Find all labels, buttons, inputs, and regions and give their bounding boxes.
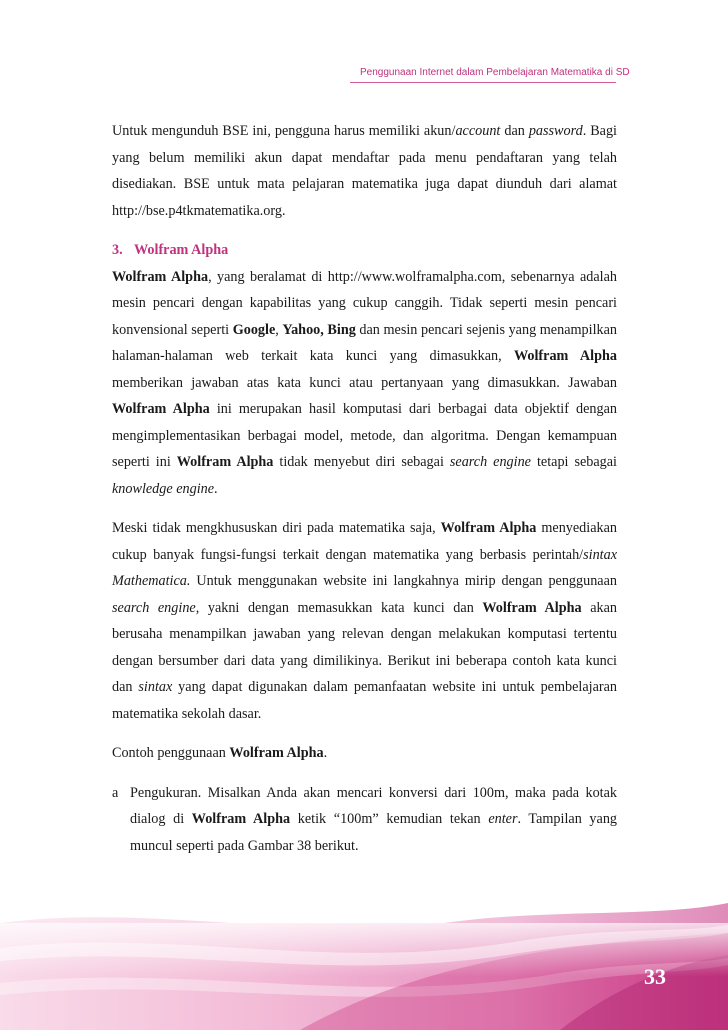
text: . Bagi yang belum memiliki akun dapat mendaftar pada menu pendaftaran yang telah disediakan. BSE untuk mata pelajaran matematika juga dapat diunduh dari alamat http://bse.p4tkmatematika.org. (112, 123, 618, 219)
paragraph-example-intro (112, 740, 617, 767)
text: Meski tidak mengkhususkan diri pada matematika saja, (112, 520, 441, 536)
text: Untuk mengunduh BSE ini, pengguna harus memiliki akun/ (112, 123, 456, 139)
italic-term: sintax Mathematica. (112, 546, 617, 589)
text: menyediakan cukup banyak fungsi-fungsi terkait dengan matematika yang berbasis perintah/ (112, 520, 617, 563)
text: Pengukuran. Misalkan Anda akan mencari konversi dari 100m, maka pada kotak dialog di (130, 784, 617, 827)
bold-term: Wolfram Alpha (191, 811, 291, 827)
italic-term: sintax (138, 679, 173, 695)
italic-term: password (528, 123, 583, 139)
bold-term: Wolfram Alpha (440, 520, 537, 536)
bold-term: Wolfram Alpha (513, 348, 617, 364)
text: tidak menyebut diri sebagai (273, 454, 450, 470)
italic-term: search engine (112, 599, 196, 616)
text: Untuk menggunakan website ini langkahnya mirip dengan penggunaan (190, 573, 617, 589)
section-title: Wolfram Alpha (134, 242, 229, 258)
header-rule (350, 82, 616, 83)
text: memberikan jawaban atas kata kunci atau pertanyaan yang dimasukkan. Jawaban (112, 374, 617, 391)
text: ini merupakan hasil komputasi dari berbagai data objektif dengan mengimplementasikan berbagai model, metode, dan algoritma. Dengan kemampuan seperti ini (112, 401, 617, 470)
footer-band (0, 903, 728, 1030)
section-heading (112, 237, 617, 264)
bold-term: Wolfram Alpha (176, 454, 274, 470)
text: . (323, 745, 328, 761)
bold-term: Wolfram Alpha (229, 745, 324, 761)
text: dan mesin pencari sejenis yang menampilkan halaman-halaman web terkait kata kunci yang dimasukkan, (112, 321, 617, 364)
page-body (112, 118, 617, 859)
paragraph-bse (112, 118, 617, 224)
text: . (214, 480, 218, 497)
text: akan berusaha menampilkan jawaban yang relevan dengan melakukan komputasi tertentu dengan bersumber dari data yang dimilikinya. Berikut ini beberapa contoh kata kunci dan (112, 599, 617, 695)
bold-term: Yahoo, Bing (282, 321, 356, 338)
text: , yakni dengan memasukkan kata kunci dan (195, 599, 483, 616)
italic-term: knowledge engine (112, 480, 215, 497)
text: tetapi sebagai (530, 454, 618, 470)
italic-term: search engine (449, 454, 531, 470)
text: ketik “100m” kemudian tekan (290, 811, 489, 827)
list-item-text (130, 780, 617, 860)
text: , yang beralamat di http://www.wolframalpha.com, sebenarnya adalah mesin pencari dengan kapabilitas yang cukup canggih. Tidak seperti mesin pencari konvensional seperti (112, 268, 617, 338)
text: dan (500, 123, 529, 139)
paragraph-wolfram-intro (112, 264, 617, 503)
bold-term: Wolfram Alpha (112, 268, 209, 285)
text: yang dapat digunakan dalam pemanfaatan website ini untuk pembelajaran matematika sekolah dasar. (112, 679, 617, 722)
bold-term: Google (232, 321, 276, 338)
italic-term: enter (488, 811, 518, 827)
text: , (275, 321, 283, 338)
section-number: 3. (112, 242, 123, 258)
paragraph-wolfram-math (112, 515, 617, 727)
footer-decoration (0, 903, 728, 1030)
bold-term: Wolfram Alpha (482, 599, 582, 616)
italic-term: account (455, 123, 501, 139)
text: Contoh penggunaan (112, 745, 230, 761)
list-item-a (112, 780, 617, 860)
bold-term: Wolfram Alpha (112, 401, 210, 417)
list-marker: a (112, 784, 119, 801)
page-number: 33 (644, 964, 666, 989)
running-header: Penggunaan Internet dalam Pembelajaran Matematika di SD (360, 67, 630, 78)
text: . Tampilan yang muncul seperti pada Gambar 38 berikut. (130, 811, 618, 854)
